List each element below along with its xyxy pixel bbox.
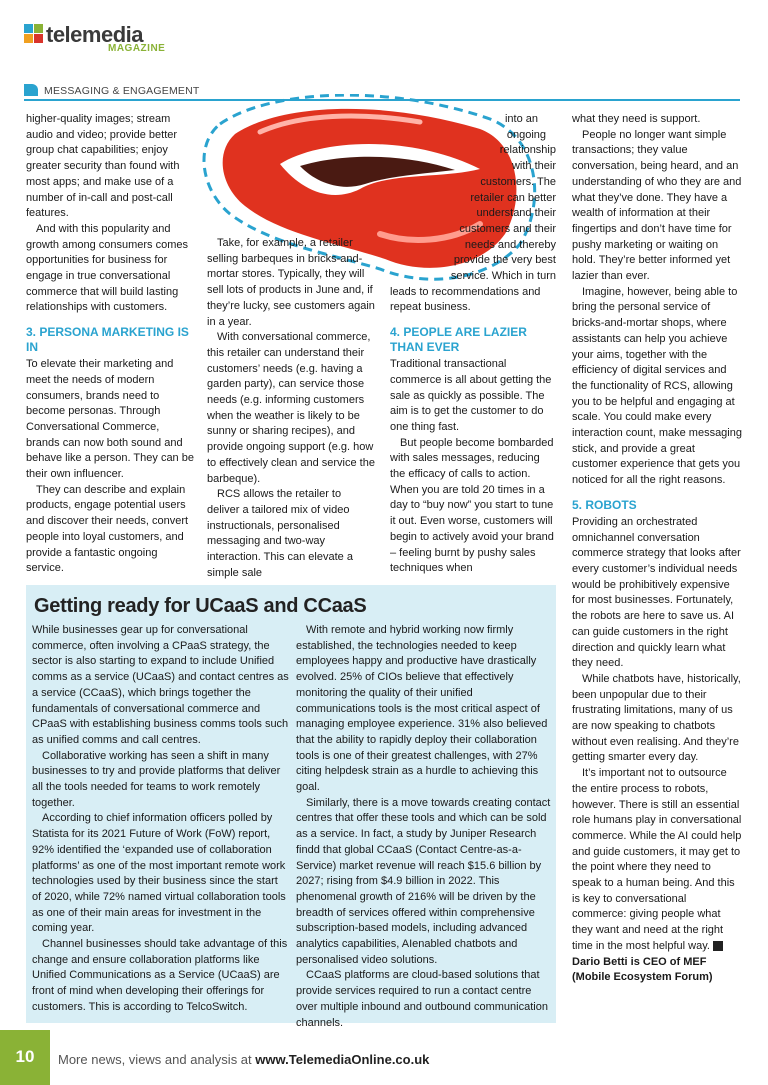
article-column-4 [572,112,742,986]
paragraph: While chatbots have, historically, been unpopular due to their frustrating limitations, many of us are now speaking to chatbots without even realising. And they’re getting smarter every day. [572,672,741,764]
paragraph: RCS allows the retailer to deliver a tailored mix of video instructionals, personalised messaging and two-way interaction. This can elevate a simple sale [207,488,353,579]
paragraph-text: It’s important not to outsource the entire process to robots, however. There is still an essential role humans play in conversational commerce. While the AI could help and guide customers, it may get to the point where they need to speak to a human being. And this is key to conversational commerce: giving people what they want and need at the right time in the most helpful way. [572,767,742,952]
wrap-line: provide the very best [453,254,556,267]
sidebar-column-2 [296,623,554,1031]
telemedia-logo[interactable] [24,24,204,58]
sidebar-title: Getting ready for UCaaS and CCaaS [34,595,367,617]
paragraph: While businesses gear up for conversational commerce, often involving a CPaaS strategy, the sector is also starting to expand to include Unified comms as a service (UCaaS) and contact centres as a service (CCaaS), which brings together the fundamentals of conversational commerce and CPaaS with establishing business comms tools such as unified comms and call centres. [32,624,289,746]
subheading-people-lazier: 4. PEOPLE ARE LAZIER THAN EVER [390,325,527,355]
wrap-line: retailer can better [470,191,556,204]
paragraph: CCaaS platforms are cloud-based solutions that provide services required to run a contact centre over multiple inbound and outbound communication channels. [296,969,548,1029]
paragraph: Imagine, however, being able to bring the personal service of bricks-and-mortar shops, where assistants can help you achieve your aims, together with the efficiency of digital services and the functionality of RCS, allowing you to be helpful and engaging at scale. You could make every interaction count, make messaging stick, and provide a great customer experience that gets you noticed for all the right reasons. [572,285,742,487]
paragraph: Take, for example, a retailer selling barbeques in bricks-and-mortar stores. Typically, they will sell lots of products in June and, if they’re lucky, see customers again in a year. [207,237,375,328]
section-tab-icon [24,84,38,96]
logo-name: telemedia [46,22,143,47]
wrap-line: into an [504,113,538,125]
footer-text [58,1052,429,1067]
logo-mark-icon [24,24,44,44]
paragraph: To elevate their marketing and meet the needs of modern consumers, brands need to become personas. Through Conversational Commerce, brands can now both sound and behave like a person. They can be their own influencer. [26,358,194,481]
article-column-2 [207,236,375,581]
paragraph: Similarly, there is a move towards creating contact centres that offer these tools and which can be sold as a service. In fact, a study by Juniper Research findd that global CCaaS (Contact Centre-as-a-Service) market revenue will reach $15.6 billion by 2027; rising from $4.9 billion in 2022. This phenomenal growth of 216% will be driven by the breadth of services offered within comprehensive subscription-based models, including advanced analytics capabilities, AIenabled chatbots and personalised video solutions. [296,796,551,966]
paragraph: With conversational commerce, this retailer can understand their customers’ needs (e.g. having a garden party), can service those needs (e.g. informing customers when the weather is likely to be sunny or sharing recipes), and provide ongoing support (e.g. how to effectively clean and service the barbeque). [207,331,375,485]
paragraph: what they need is support. [572,113,701,125]
paragraph: But people become bombarded with sales messages, reducing the efficacy of calls to action. When you are told 20 times in a day to “buy now” you start to tune it out. Even worse, customers will begin to actively avoid your brand – feeling burnt by pushy sales techniques when [390,436,554,575]
wrap-line: needs and thereby [464,238,556,251]
wrap-line: customers and their [459,222,556,235]
paragraph [572,766,742,954]
subheading-robots: 5. ROBOTS [572,497,637,512]
wrap-line: relationship [499,144,556,157]
wrap-line: with their [511,160,556,173]
article-column-3 [390,112,556,577]
end-mark-icon: ■ [713,941,723,951]
paragraph: With remote and hybrid working now firmly established, the technologies needed to keep employees happy and productive have drastically evolved. 25% of CIOs believe that effectively monitoring the quality of their unified communications tools is the most critical aspect of managing employee experience. 31% also believed that the ability to rapidly deploy their collaboration tools is one of their greatest challenges, with 27% citing helpdesk strain as a hurdle to achieving this goal. [296,624,548,794]
paragraph: Channel businesses should take advantage of this change and ensure collaboration platforms like Unified Communications as a Service (UCaaS) are front of mind when developing their offerings for customers. This is according to TelcoSwitch. [32,938,288,1013]
footer-url-link[interactable]: www.TelemediaOnline.co.uk [255,1052,430,1067]
wrap-line: customers. The [480,175,556,188]
wrap-line: understand their [476,207,556,220]
sidebar-box [26,585,556,1029]
subheading-persona-marketing: 3. PERSONA MARKETING IS IN [26,325,189,355]
section-label: MESSAGING & ENGAGEMENT [44,85,200,97]
article-column-1 [26,112,194,577]
sidebar-column-1 [32,623,290,1016]
wrap-line: ongoing [506,128,546,141]
paragraph: People no longer want simple transactions; they value conversation, being heard, and an understanding of who they are and what they’ve done. They have a wealth of information at their fingertips and don’t have time for pushy marketing or waiting on hold. They’re better informed yet lazier than ever. [572,128,742,283]
paragraph: Collaborative working has seen a shift in many businesses to try and provide platforms that deliver all the tools needed for teams to work remotely together. [32,749,281,809]
paragraph: They can describe and explain products, engage potential users and discover their needs, convert people into loyal customers, and provide a fantastic ongoing service. [26,483,189,575]
paragraph: higher-quality images; stream audio and video; provide better group chat capabilities; enjoy greater security than found with most apps; and make use of a number of in-call and post-call features. [26,113,180,220]
paragraph: Traditional transactional commerce is all about getting the sale as quickly as possible. The aim is to get the customer to do one thing fast. [390,358,552,433]
paragraph: According to chief information officers polled by Statista for its 2021 Future of Work (FoW) report, 92% identified the ‘expanded use of collaboration platforms’ as one of the most important remote work technologies used by their business since the start of 2020, while 72% named virtual collaboration tools as one of their main areas for investment in the coming year. [32,812,286,935]
page-number: 10 [15,1047,35,1066]
wrapped-text-block [390,112,556,285]
paragraph: Providing an orchestrated omnichannel conversation commerce strategy that looks after every customer’s individual needs would be prohibitively expensive for most businesses. Fortunately, the robots are here to save us. AI can guide customers in the right direction and quickly learn what they need. [572,515,741,670]
footer-caption: More news, views and analysis at [58,1052,252,1067]
wrap-line: service. Which in turn [450,270,556,283]
paragraph: And with this popularity and growth among consumers comes opportunities for business for engage in true conversational commerce that will build lasting relationships with customers. [26,222,189,314]
logo-subtitle: MAGAZINE [108,43,166,54]
author-byline: Dario Betti is CEO of MEF (Mobile Ecosystem Forum) [572,955,713,984]
paragraph: leads to recommendations and repeat business. [390,285,541,314]
